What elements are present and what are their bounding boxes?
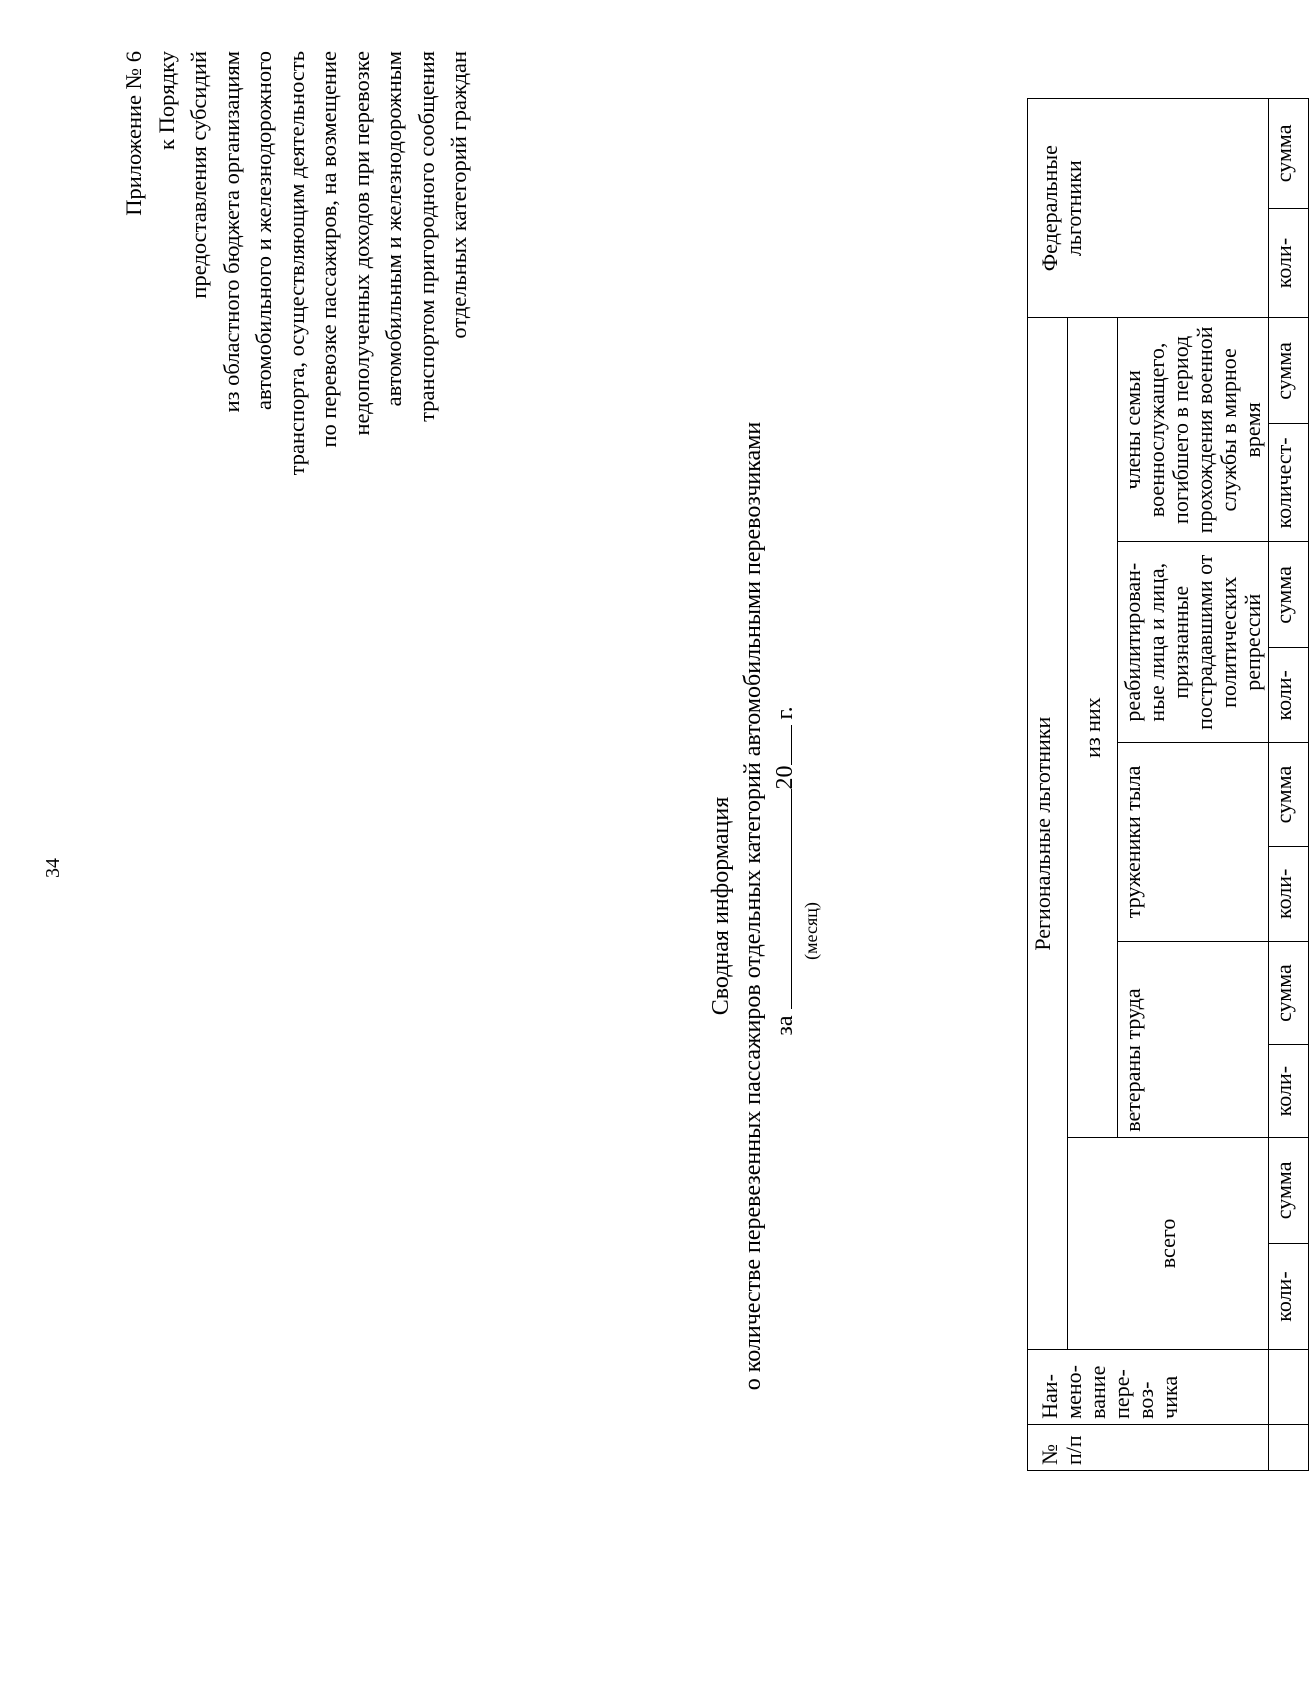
veterans-header: ветераны труда <box>1118 941 1269 1137</box>
of-which-header: из них <box>1068 318 1118 1137</box>
qty-header: коли- <box>1269 648 1309 743</box>
month-blank <box>791 790 792 1010</box>
annex-line: транспортом пригородного сообщения <box>413 51 439 422</box>
total-header: всего <box>1068 1137 1269 1349</box>
qty-header: количест- <box>1269 424 1309 542</box>
summary-table <box>1027 98 1309 1471</box>
qty-header: коли- <box>1269 208 1309 318</box>
period-prefix: за <box>772 1015 798 1036</box>
annex-header <box>118 51 476 696</box>
period-line <box>769 496 801 1246</box>
regional-header: Региональные льготники <box>1028 318 1068 1350</box>
qty-header: коли- <box>1269 846 1309 941</box>
federal-header: Федеральные льготники <box>1028 99 1269 318</box>
title-line-1: Сводная информация <box>708 796 734 1016</box>
annex-line: транспорта, осуществляющим деятельность <box>283 51 309 476</box>
rear-workers-header: труженики тыла <box>1118 743 1269 941</box>
sum-header: сумма <box>1269 941 1309 1045</box>
annex-line: предоставления субсидий <box>186 51 211 299</box>
col-number-header: № п/п <box>1028 1424 1269 1470</box>
year-blank <box>791 726 792 766</box>
sum-header: сумма <box>1269 318 1309 424</box>
page-number: 34 <box>42 858 64 878</box>
col-carrier-header: Наи-мено-вание пере-воз-чика <box>1028 1350 1269 1425</box>
sum-header: сумма <box>1269 99 1309 209</box>
annex-line: отдельных категорий граждан <box>446 51 471 339</box>
annex-line: недополученных доходов при перевозке <box>348 51 374 436</box>
empty-cell <box>1269 1424 1309 1470</box>
period-year: 20 <box>772 765 798 790</box>
annex-line: по перевозке пассажиров, на возмещение <box>316 51 341 448</box>
annex-line: из областного бюджета организациям <box>218 51 244 413</box>
empty-cell <box>1269 1350 1309 1425</box>
annex-line: автомобильного и железнодорожного <box>251 51 276 411</box>
sum-header: сумма <box>1269 1137 1309 1243</box>
qty-header: коли- <box>1269 1045 1309 1137</box>
annex-line: Приложение № 6 <box>121 51 146 216</box>
annex-line: автомобильным и железнодорожным <box>381 51 406 407</box>
month-hint: (месяц) <box>801 902 821 960</box>
rehabilitated-header: реабилитирован-ные лица и лица, признанные пострадавшими от политических репрессий <box>1118 542 1269 743</box>
title-line-2: о количестве перевезенных пассажиров отдельных категорий автомобильными перевозчиками <box>740 421 766 1391</box>
qty-header: коли- <box>1269 1243 1309 1349</box>
sum-header: сумма <box>1269 542 1309 648</box>
annex-line: к Порядку <box>153 51 179 150</box>
document-title <box>705 421 821 1391</box>
period-suffix: г. <box>772 706 798 720</box>
family-header: члены семьи военнослужащего, погибшего в период прохождения военной службы в мирное время <box>1118 318 1269 542</box>
sum-header: сумма <box>1269 743 1309 847</box>
